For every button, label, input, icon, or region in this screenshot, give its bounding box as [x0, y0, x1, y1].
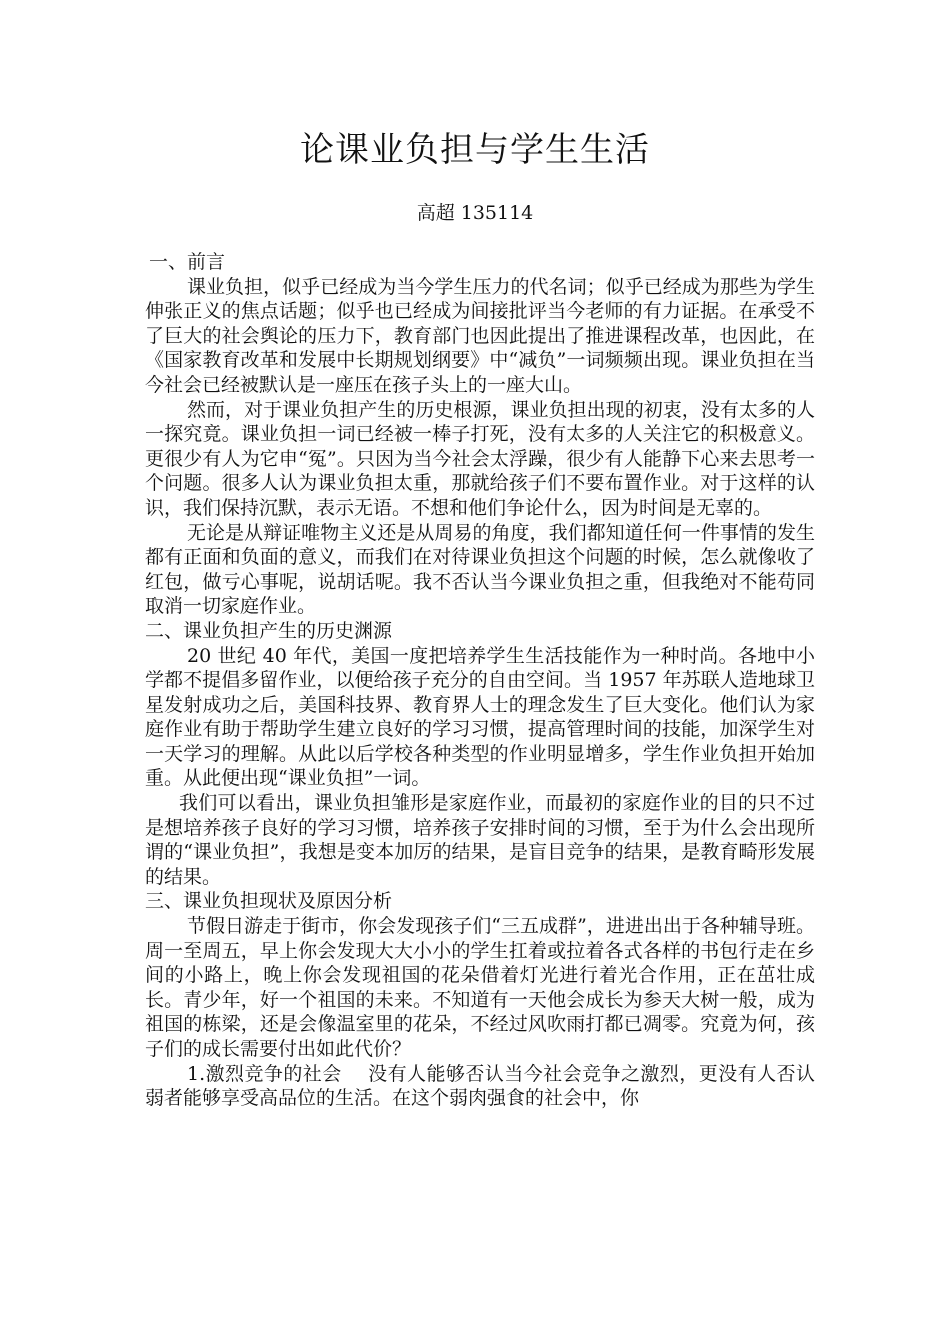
paragraph: 节假日游走于街市，你会发现孩子们“三五成群”，进进出出于各种辅导班。周一至周五，早上你会发现大大小小的学生扛着或拉着各式各样的书包行走在乡间的小路上，晚上你会发现祖国的花朵借着灯光进行着光合作用，正在茁壮成长。青少年，好一个祖国的未来。不知道有一天他会成长为参天大树一般，成为祖国的栋梁，还是会像温室里的花朵，不经过风吹雨打都已凋零。究竟为何，孩子们的成长需要付出如此代价？ [145, 915, 815, 1060]
section-heading-2: 二、课业负担产生的历史渊源 [145, 619, 393, 642]
document-title: 论课业负担与学生生活 [300, 130, 650, 170]
author-line: 高超 135114 [416, 202, 534, 224]
paragraph: 20 世纪 40 年代，美国一度把培养学生生活技能作为一种时尚。各地中小学都不提倡多留作业，以便给孩子充分的自由空间。当 1957 年苏联人造地球卫星发射成功之后，美国科技界、教育界人士的理念发生了巨大变化。他们认为家庭作业有助于帮助学生建立良好的学习习惯，提高管理时间的技能，加深学生对一天学习的理解。从此以后学校各种类型的作业明显增多，学生作业负担开始加重。从此便出现“课业负担”一词。 [145, 644, 815, 790]
paragraph: 然而，对于课业负担产生的历史根源，课业负担出现的初衷，没有太多的人一探究竟。课业负担一词已经被一棒子打死，没有太多的人关注它的积极意义。更很少有人为它申“冤”。只因为当今社会太浮躁，很少有人能静下心来去思考一个问题。很多人认为课业负担太重，那就给孩子们不要布置作业。对于这样的认识，我们保持沉默，表示无语。不想和他们争论什么，因为时间是无辜的。 [145, 398, 815, 519]
section-heading-3: 三、课业负担现状及原因分析 [145, 890, 393, 913]
subsection-paragraph [145, 1062, 815, 1111]
subsection-text: 没有人能够否认当今社会竞争之激烈，更没有人否认弱者能够享受高品位的生活。在这个弱肉强食的社会中，你 [145, 1062, 815, 1110]
paragraph: 无论是从辩证唯物主义还是从周易的角度，我们都知道任何一件事情的发生都有正面和负面的意义，而我们在对待课业负担这个问题的时候，怎么就像收了红包，做亏心事呢，说胡话呢。我不否认当今课业负担之重，但我绝对不能苟同取消一切家庭作业。 [145, 521, 815, 618]
document-body [145, 250, 815, 1111]
paragraph: 课业负担，似乎已经成为当今学生压力的代名词；似乎已经成为那些为学生伸张正义的焦点话题；似乎也已经成为间接批评当今老师的有力证据。在承受不了巨大的社会舆论的压力下，教育部门也因此提出了推进课程改革，也因此，在《国家教育改革和发展中长期规划纲要》中“减负”一词频频出现。课业负担在当今社会已经被默认是一座压在孩子头上的一座大山。 [145, 275, 815, 396]
subsection-label: 1.激烈竞争的社会 [187, 1062, 342, 1085]
section-heading-1: 一、前言 [149, 251, 226, 273]
paragraph: 我们可以看出，课业负担雏形是家庭作业，而最初的家庭作业的目的只不过是想培养孩子良好的学习习惯，培养孩子安排时间的习惯，至于为什么会出现所谓的“课业负担”，我想是变本加厉的结果，是盲目竞争的结果，是教育畸形发展的结果。 [145, 792, 815, 888]
